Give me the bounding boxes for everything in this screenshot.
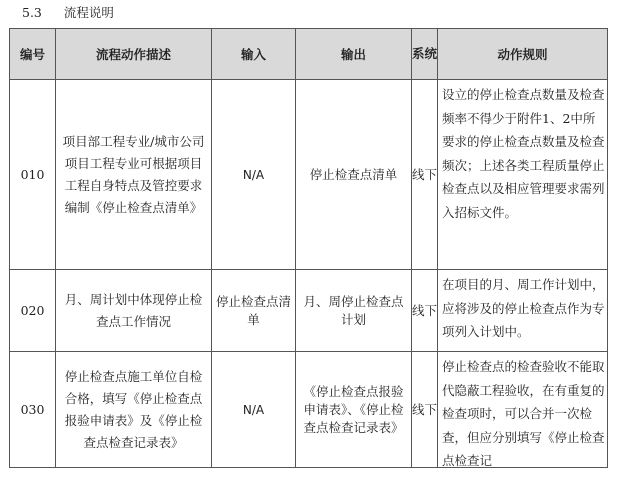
row-desc: 项目部工程专业/城市公司项目工程专业可根据项目工程自身特点及管控要求编制《停止检查点清单》 [56,80,212,270]
row-id: 010 [10,80,56,270]
row-desc: 停止检查点施工单位自检合格，填写《停止检查点报验申请表》及《停止检查点检查记录表》 [56,352,212,468]
row-output: 停止检查点清单 [296,80,412,270]
row-input: N/A [212,80,296,270]
header-system: 系统 [412,29,438,80]
row-system: 线下 [412,80,438,270]
section-heading [22,4,136,22]
process-table [9,28,608,468]
row-rule: 设立的停止检查点数量及检查频率不得少于附件1、2中所要求的停止检查点数量及检查频次；上述各类工程质量停止检查点以及相应管理要求需列入招标文件。 [438,80,608,270]
header-id: 编号 [10,29,56,80]
row-system: 线下 [412,352,438,468]
header-desc: 流程动作描述 [56,29,212,80]
row-output: 月、周停止检查点计划 [296,270,412,352]
row-system: 线下 [412,270,438,352]
table-header-row [10,29,608,80]
row-rule: 在项目的月、周工作计划中，应将涉及的停止检查点作为专项列入计划中。 [438,270,608,352]
table-row [10,270,608,352]
section-title: 流程说明 [63,5,114,20]
row-id: 030 [10,352,56,468]
row-id: 020 [10,270,56,352]
header-rule: 动作规则 [438,29,608,80]
row-output: 《停止检查点报验申请表》、《停止检查点检查记录表》 [296,352,412,468]
row-rule: 停止检查点的检查验收不能取代隐蔽工程验收，在有重复的检查项时，可以合并一次检查，但应分别填写《停止检查点检查记 [442,359,605,467]
header-input: 输入 [212,29,296,80]
row-input: 停止检查点清单 [212,270,296,352]
table-row [10,80,608,270]
row-input: N/A [212,352,296,468]
row-desc: 月、周计划中体现停止检查点工作情况 [56,270,212,352]
header-output: 输出 [296,29,412,80]
table-row [10,352,608,468]
section-number: 5.3 [22,5,42,20]
row-rule-cell [438,352,608,468]
